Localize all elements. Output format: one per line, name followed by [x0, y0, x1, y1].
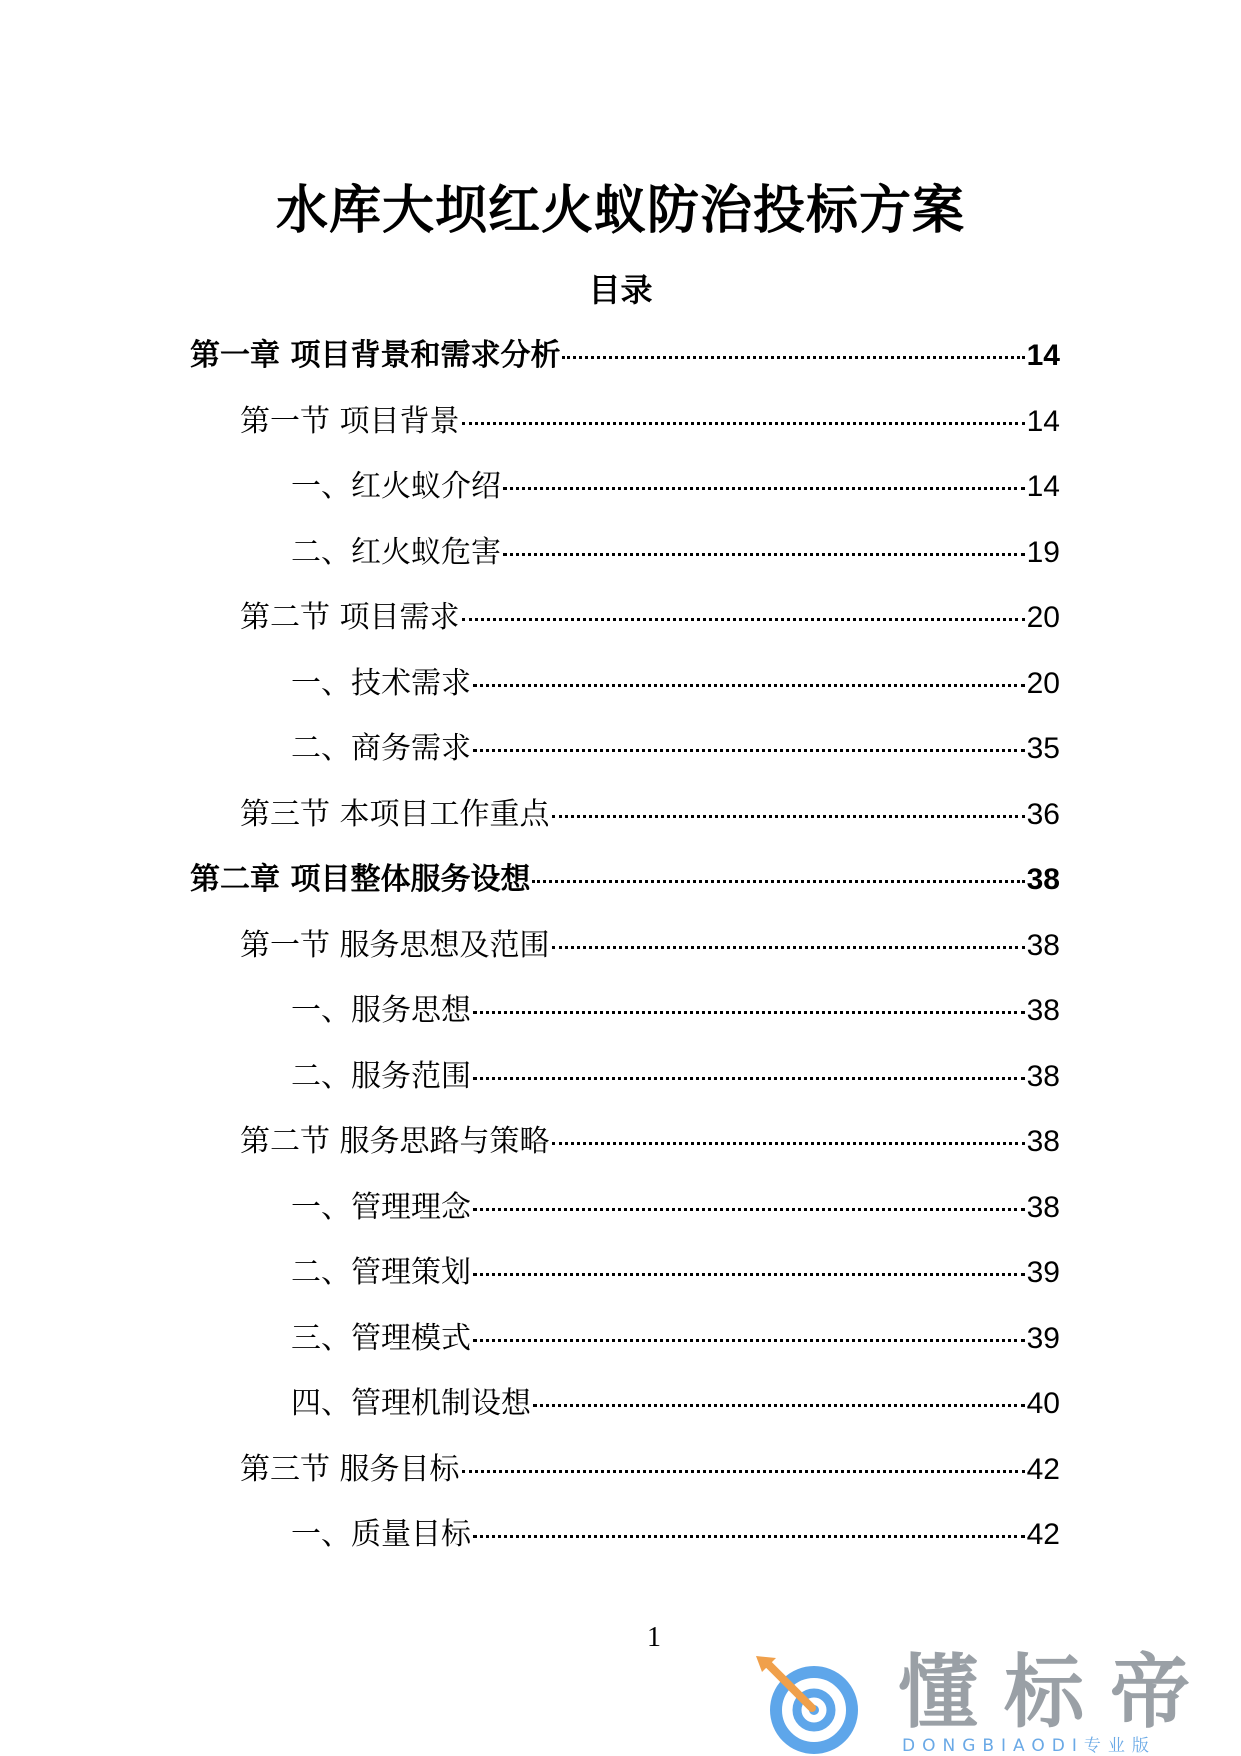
toc-entry-label: 二、商务需求 — [291, 731, 471, 766]
toc-dot-leader — [473, 1273, 1025, 1276]
toc-entry[interactable] — [240, 1438, 1060, 1502]
toc-entry-page: 38 — [1026, 1125, 1060, 1158]
toc-entry-label: 第三节 服务目标 — [240, 1451, 460, 1487]
watermark-subtitle: DONGBIAODI专业版 — [902, 1736, 1156, 1756]
toc-entry-page: 38 — [1026, 1190, 1060, 1224]
toc-entry-label: 第一节 项目背景 — [240, 403, 460, 439]
toc-entry[interactable] — [240, 390, 1060, 454]
toc-heading: 目录 — [588, 271, 653, 309]
toc-entry[interactable] — [291, 1176, 1060, 1240]
toc-entry-label: 一、服务思想 — [291, 993, 471, 1028]
toc-dot-leader — [462, 422, 1025, 425]
toc-entry[interactable] — [240, 586, 1060, 650]
toc-entry-label: 三、管理模式 — [291, 1320, 471, 1356]
watermark-logo — [752, 1646, 1222, 1756]
toc-entry-label: 一、管理理念 — [291, 1189, 471, 1225]
toc-entry[interactable] — [190, 324, 1060, 388]
toc-dot-leader — [532, 880, 1024, 883]
toc-entry[interactable] — [240, 783, 1060, 847]
toc-entry-page: 14 — [1026, 470, 1060, 503]
target-arrow-icon — [752, 1654, 868, 1754]
toc-entry[interactable] — [291, 521, 1060, 585]
toc-entry-page: 42 — [1026, 1518, 1060, 1551]
toc-dot-leader — [473, 1208, 1025, 1211]
toc-dot-leader — [552, 815, 1025, 818]
toc-entry-page: 38 — [1026, 863, 1060, 896]
toc-dot-leader — [503, 553, 1025, 556]
toc-dot-leader — [473, 1339, 1025, 1342]
toc-entry-page: 19 — [1026, 535, 1060, 569]
toc-entry-page: 38 — [1026, 928, 1060, 962]
toc-dot-leader — [552, 1142, 1025, 1145]
page-number: 1 — [647, 1622, 661, 1653]
toc-dot-leader — [552, 946, 1025, 949]
toc-entry-label: 第一节 服务思想及范围 — [240, 927, 550, 963]
toc-dot-leader — [473, 1535, 1025, 1538]
toc-entry[interactable] — [291, 1045, 1060, 1109]
toc-entry-page: 14 — [1026, 404, 1060, 438]
toc-entry-label: 一、质量目标 — [291, 1517, 471, 1552]
toc-entry-page: 35 — [1026, 732, 1060, 765]
toc-entry-page: 36 — [1026, 797, 1060, 831]
toc-entry-label: 第二节 项目需求 — [240, 600, 460, 635]
toc-entry-page: 40 — [1026, 1387, 1060, 1420]
toc-entry[interactable] — [240, 1110, 1060, 1174]
toc-entry-page: 20 — [1026, 601, 1060, 634]
toc-entry-label: 一、红火蚁介绍 — [291, 469, 501, 504]
toc-entry[interactable] — [291, 1503, 1060, 1567]
toc-entry-label: 第一章 项目背景和需求分析 — [190, 338, 561, 373]
toc-entry[interactable] — [291, 1372, 1060, 1436]
toc-entry-label: 二、服务范围 — [291, 1058, 471, 1094]
toc-dot-leader — [533, 1404, 1025, 1407]
toc-entry-label: 四、管理机制设想 — [291, 1386, 531, 1421]
toc-dot-leader — [473, 1077, 1025, 1080]
toc-entry[interactable] — [291, 1307, 1060, 1371]
toc-dot-leader — [503, 487, 1025, 490]
toc-dot-leader — [473, 1011, 1025, 1014]
toc-dot-leader — [562, 356, 1024, 359]
toc-entry[interactable] — [291, 455, 1060, 519]
toc-dot-leader — [473, 749, 1025, 752]
toc-entry-page: 39 — [1026, 1321, 1060, 1355]
toc-entry-label: 二、红火蚁危害 — [291, 534, 501, 570]
toc-entry[interactable] — [291, 979, 1060, 1043]
toc-entry-label: 第三节 本项目工作重点 — [240, 796, 550, 832]
toc-entry-label: 二、管理策划 — [291, 1255, 471, 1290]
toc-entry[interactable] — [291, 1241, 1060, 1305]
toc-entry-label: 第二节 服务思路与策略 — [240, 1124, 550, 1159]
toc-entry[interactable] — [190, 848, 1060, 912]
watermark-brand: 懂标帝 — [898, 1646, 1216, 1739]
toc-entry[interactable] — [240, 914, 1060, 978]
toc-entry-page: 38 — [1026, 994, 1060, 1027]
toc-entry-label: 一、技术需求 — [291, 665, 471, 701]
toc-dot-leader — [462, 618, 1025, 621]
toc-entry-page: 20 — [1026, 666, 1060, 700]
toc-entry[interactable] — [291, 717, 1060, 781]
toc-dot-leader — [473, 684, 1025, 687]
document-title: 水库大坝红火蚁防治投标方案 — [275, 181, 965, 241]
toc-entry-page: 38 — [1026, 1059, 1060, 1093]
toc-entry[interactable] — [291, 652, 1060, 716]
toc-entry-label: 第二章 项目整体服务设想 — [190, 862, 531, 897]
toc-dot-leader — [462, 1470, 1025, 1473]
toc-entry-page: 42 — [1026, 1452, 1060, 1486]
toc-entry-page: 14 — [1026, 339, 1060, 372]
toc-entry-page: 39 — [1026, 1256, 1060, 1289]
